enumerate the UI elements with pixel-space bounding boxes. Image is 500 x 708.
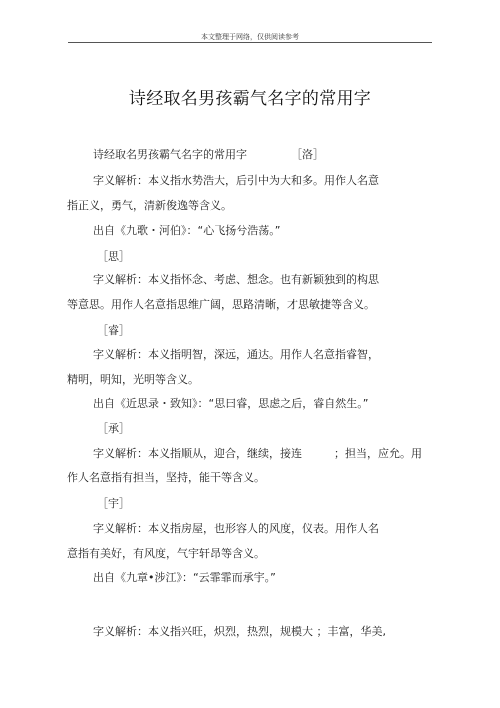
cheng-explain-part-b: ；担当，应允。用 bbox=[334, 447, 422, 460]
luo-explain-line-2: 指正义，勇气，清新俊逸等含义。 bbox=[67, 199, 232, 212]
cheng-explain-line-1 bbox=[93, 445, 422, 461]
char-heading-si: ［思］ bbox=[97, 250, 130, 263]
cheng-explain-part-a: 字义解析：本义指顺从，迎合，继续，接连 bbox=[93, 447, 302, 460]
yu-explain-line-2: 意指有美好，有风度，气宇轩昂等含义。 bbox=[67, 547, 265, 560]
intro-line bbox=[93, 146, 324, 162]
yu-explain-line-1: 字义解析：本义指房屋，也形容人的风度，仪表。用作人名 bbox=[93, 522, 379, 535]
luo-source: 出自《九歌・河伯》：“心飞扬兮浩荡。” bbox=[93, 224, 281, 237]
cheng-explain-line-2: 作人名意指有担当，坚持，能干等含义。 bbox=[67, 471, 265, 484]
char-heading-yu: ［宇］ bbox=[97, 497, 130, 510]
rui-source: 出自《近思录・致知》：“思曰睿，思虑之后，睿自然生。” bbox=[93, 397, 369, 410]
luo-explain-line-1: 字义解析：本义指水势浩大，后引中为大和多。用作人名意 bbox=[93, 174, 379, 187]
char-heading-luo: ［洛］ bbox=[291, 148, 324, 161]
intro-text: 诗经取名男孩霸气名字的常用字 bbox=[93, 148, 247, 161]
si-explain-line-2: 等意思。用作人名意指思维广阔，思路清晰，才思敏捷等含义。 bbox=[67, 298, 375, 311]
header-note: 本文整理于网络，仅供阅读参考 bbox=[201, 33, 299, 41]
si-explain-line-1: 字义解析：本义指怀念、考虑、想念。也有新颖独到的构思 bbox=[93, 273, 379, 286]
char-heading-cheng: ［承］ bbox=[97, 422, 130, 435]
yu-source: 出自《九章•涉江》：“云霏霏而承宇。” bbox=[93, 571, 276, 584]
header-divider bbox=[68, 42, 432, 43]
document-title: 诗经取名男孩霸气名字的常用字 bbox=[128, 89, 372, 109]
rui-explain-line-2: 精明，明知，光明等含义。 bbox=[67, 373, 199, 386]
last-explain-line-1: 字义解析：本义指兴旺，炽烈，热烈，规模大 ；丰富，华美, bbox=[93, 625, 386, 638]
rui-explain-line-1: 字义解析：本义指明智，深远，通达。用作人名意指睿智， bbox=[93, 348, 379, 361]
char-heading-rui: ［睿］ bbox=[97, 324, 130, 337]
